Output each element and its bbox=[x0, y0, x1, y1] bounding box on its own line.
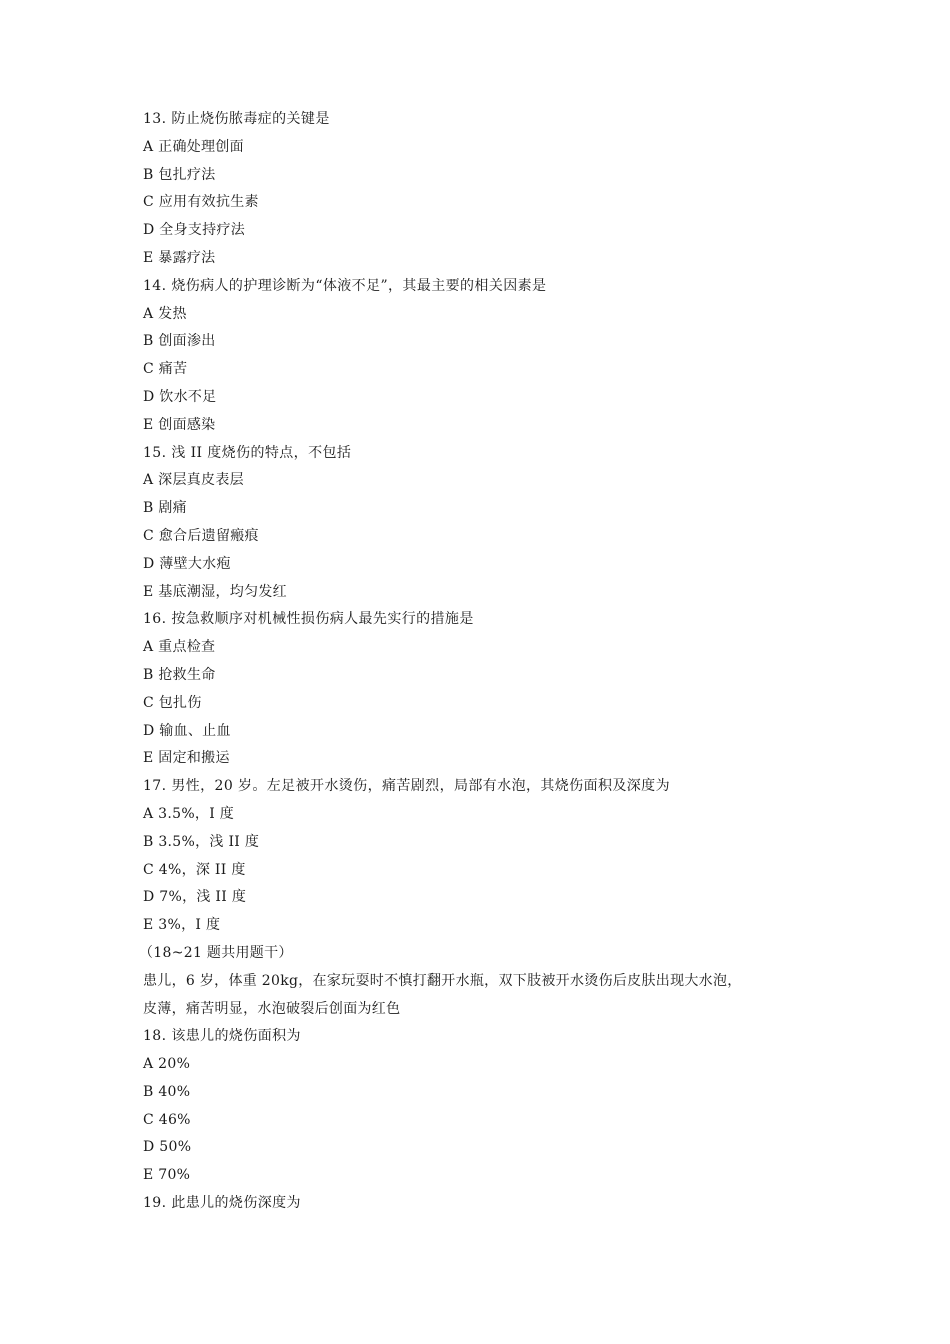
option-18-e: E 70% bbox=[143, 1167, 191, 1184]
document-page bbox=[139, 106, 823, 1218]
option-13-e: E 暴露疗法 bbox=[143, 249, 216, 266]
option-16-d: D 输血、止血 bbox=[143, 722, 231, 739]
question-18: 18. 该患儿的烧伤面积为 bbox=[143, 1028, 301, 1045]
question-15: 15. 浅 II 度烧伤的特点，不包括 bbox=[143, 444, 352, 461]
question-16: 16. 按急救顺序对机械性损伤病人最先实行的措施是 bbox=[143, 611, 474, 628]
case-stem-line-2: 皮薄，痛苦明显，水泡破裂后创面为红色 bbox=[143, 1000, 401, 1017]
question-19: 19. 此患儿的烧伤深度为 bbox=[143, 1195, 301, 1212]
shared-stem-note: （18~21 题共用题干） bbox=[139, 944, 293, 961]
question-13: 13. 防止烧伤脓毒症的关键是 bbox=[143, 111, 330, 127]
option-13-b: B 包扎疗法 bbox=[143, 166, 216, 183]
option-17-a: A 3.5%，I 度 bbox=[143, 805, 235, 822]
option-15-b: B 剧痛 bbox=[143, 500, 187, 517]
option-16-e: E 固定和搬运 bbox=[143, 750, 230, 767]
option-13-d: D 全身支持疗法 bbox=[143, 222, 246, 239]
option-17-c: C 4%，深 II 度 bbox=[143, 861, 246, 878]
option-15-e: E 基底潮湿，均匀发红 bbox=[143, 583, 287, 600]
option-14-e: E 创面感染 bbox=[143, 416, 216, 433]
option-14-d: D 饮水不足 bbox=[143, 388, 217, 405]
option-17-e: E 3%，I 度 bbox=[143, 917, 221, 934]
option-13-c: C 应用有效抗生素 bbox=[143, 194, 259, 211]
option-16-b: B 抢救生命 bbox=[143, 666, 216, 683]
option-15-c: C 愈合后遗留瘢痕 bbox=[143, 527, 259, 544]
option-15-a: A 深层真皮表层 bbox=[143, 472, 244, 489]
option-18-d: D 50% bbox=[143, 1139, 192, 1156]
option-18-a: A 20% bbox=[143, 1056, 191, 1073]
option-14-a: A 发热 bbox=[143, 305, 187, 322]
option-15-d: D 薄壁大水疱 bbox=[143, 555, 231, 572]
option-13-a: A 正确处理创面 bbox=[143, 138, 244, 155]
option-16-c: C 包扎伤 bbox=[143, 694, 202, 711]
option-14-c: C 痛苦 bbox=[143, 361, 188, 378]
option-16-a: A 重点检查 bbox=[143, 639, 216, 656]
option-18-c: C 46% bbox=[143, 1111, 191, 1128]
option-14-b: B 创面渗出 bbox=[143, 333, 216, 350]
question-17: 17. 男性，20 岁。左足被开水烫伤，痛苦剧烈，局部有水泡，其烧伤面积及深度为 bbox=[143, 778, 670, 795]
case-stem-line-1: 患儿，6 岁，体重 20kg，在家玩耍时不慎打翻开水瓶，双下肢被开水烫伤后皮肤出现大水泡， bbox=[143, 972, 742, 989]
option-18-b: B 40% bbox=[143, 1083, 191, 1100]
question-14: 14. 烧伤病人的护理诊断为“体液不足”，其最主要的相关因素是 bbox=[143, 277, 547, 294]
option-17-b: B 3.5%，浅 II 度 bbox=[143, 833, 260, 850]
option-17-d: D 7%，浅 II 度 bbox=[143, 889, 247, 906]
